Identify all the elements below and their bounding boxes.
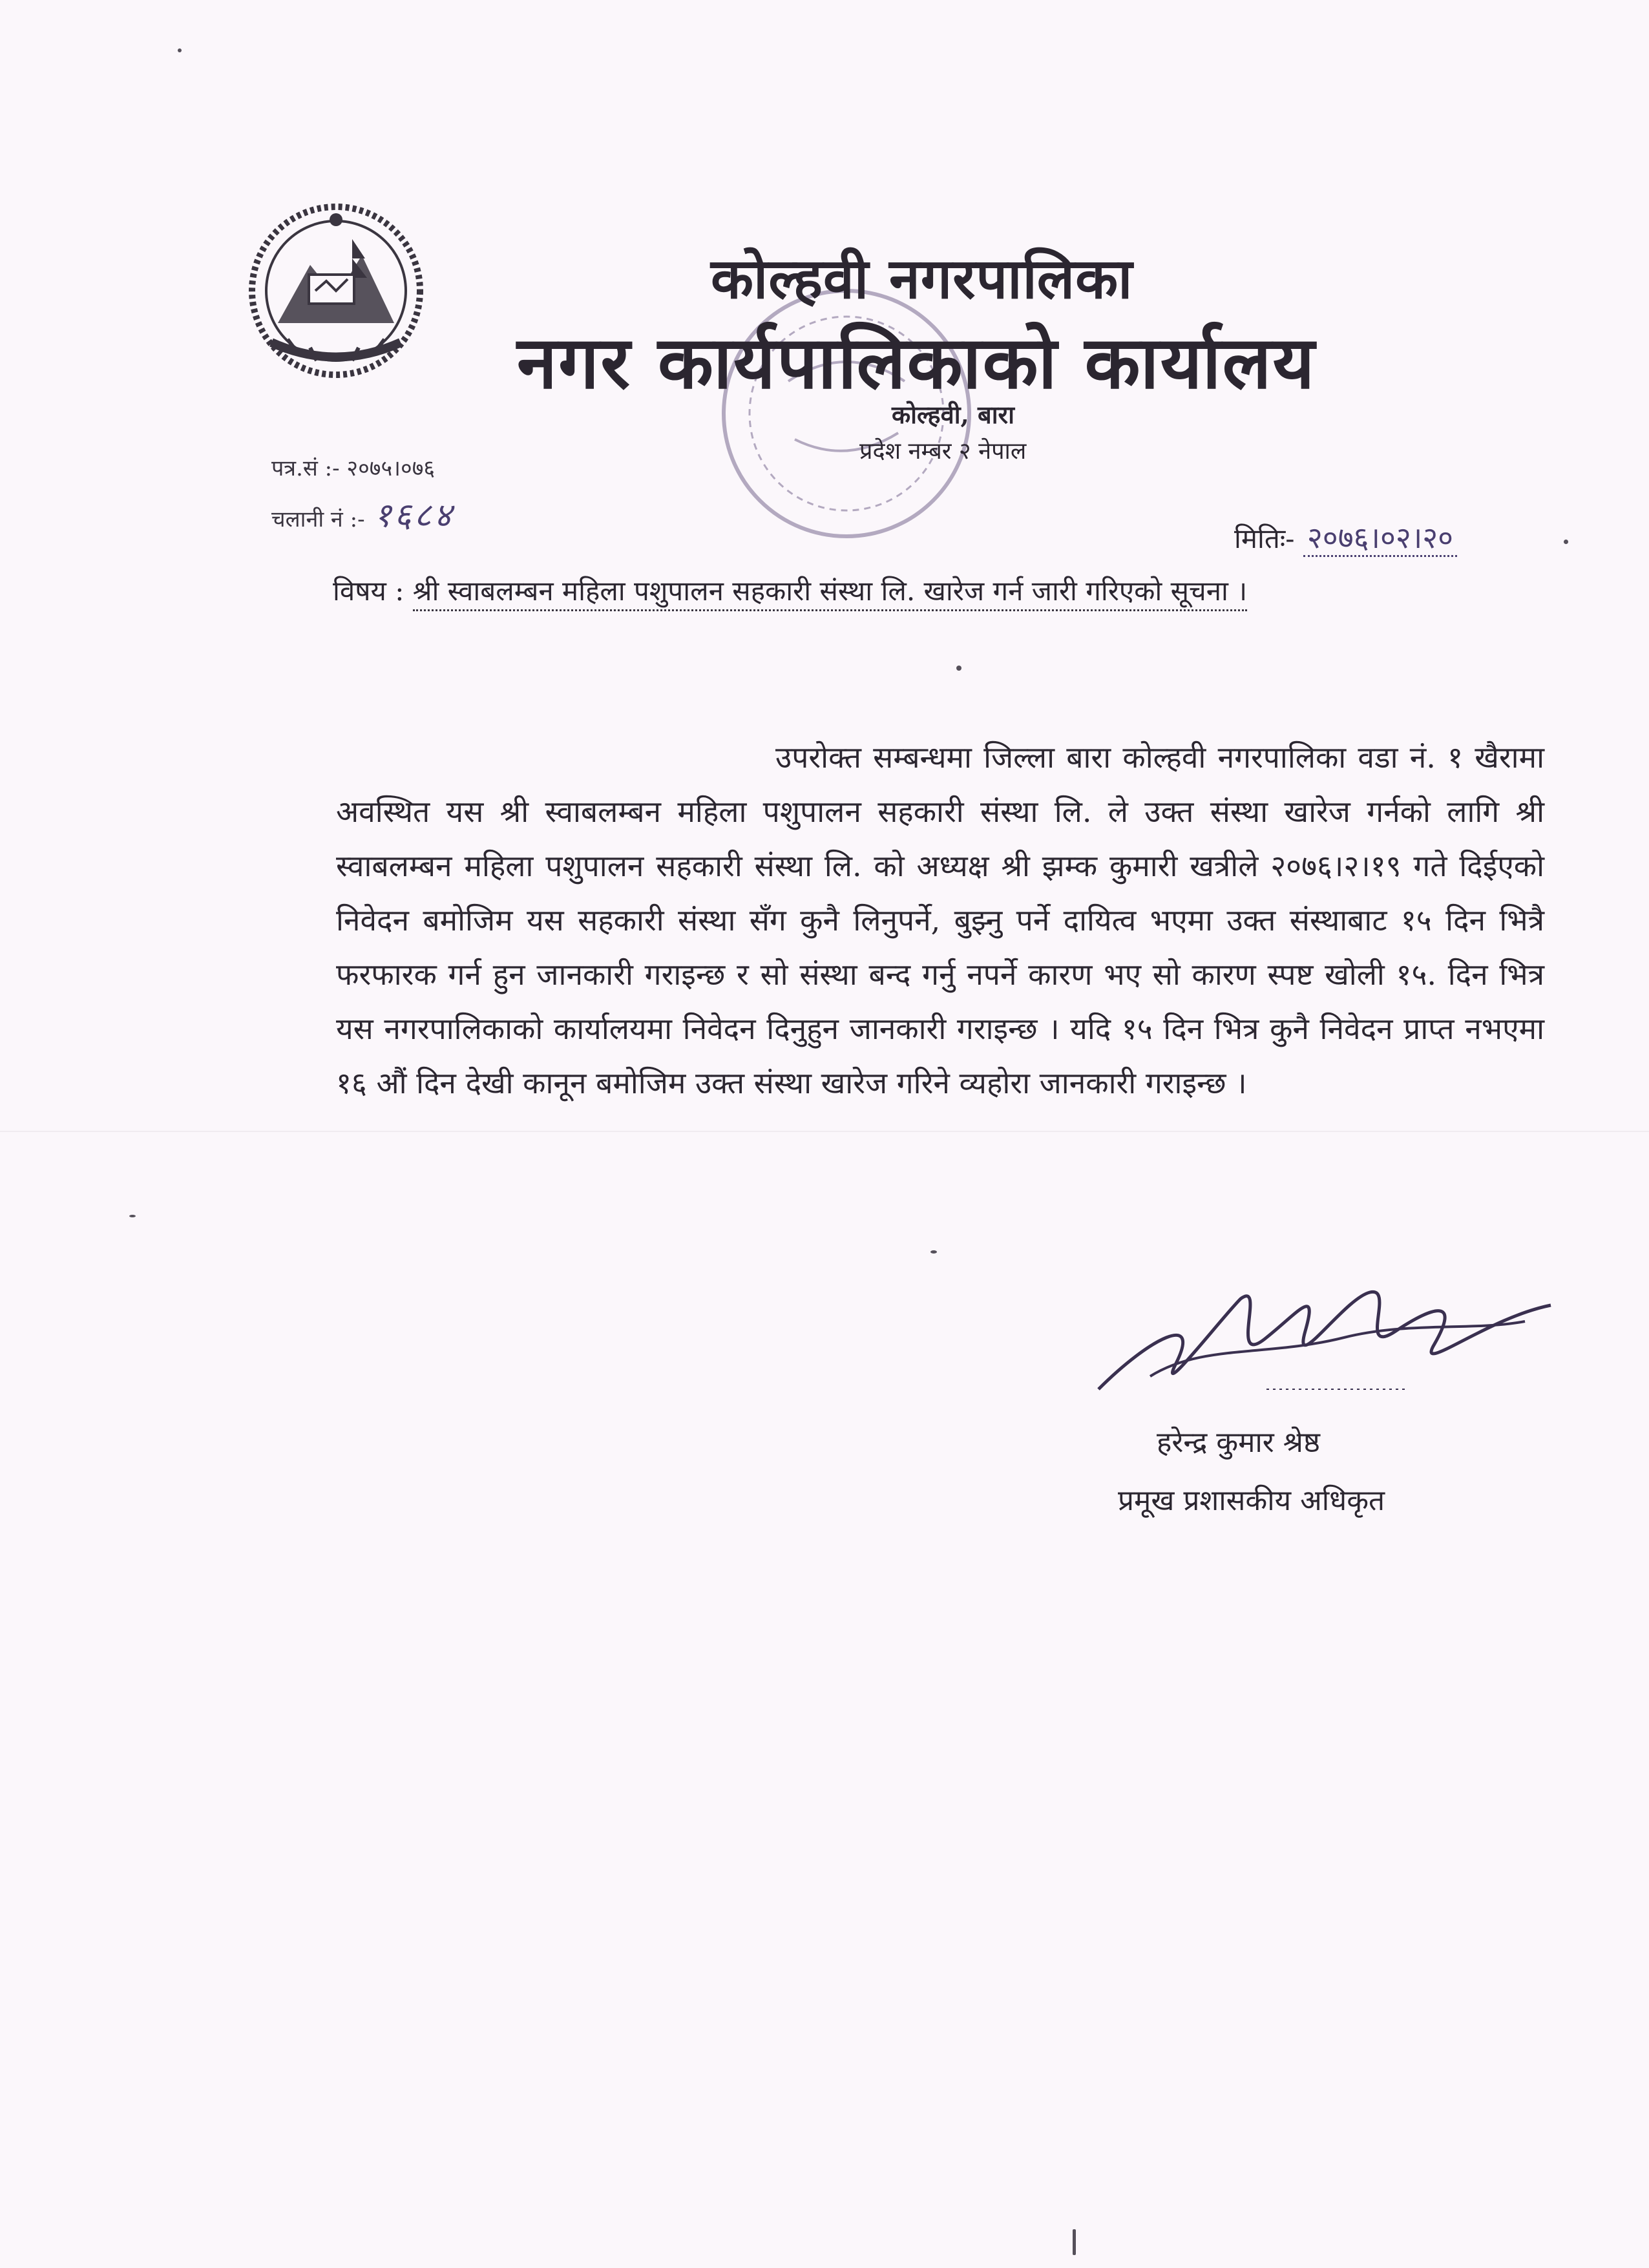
- scan-speck: [1073, 2229, 1076, 2255]
- letter-number-label: पत्र.सं :- २०७५।०७६: [271, 456, 436, 481]
- handwritten-signature: [1073, 1260, 1577, 1428]
- municipality-name: कोल्हवी नगरपालिका: [711, 246, 1133, 311]
- letter-date: [1234, 517, 1457, 557]
- letter-number: [271, 452, 435, 482]
- letter-body: उपरोक्त सम्बन्धमा जिल्ला बारा कोल्हवी नगरपालिका वडा नं. १ खैरामा अवस्थित यस श्री स्वाबलम्बन महिला पशुपालन सहकारी संस्था लि. ले उक्त संस्था खारेज गर्नको लागि श्री स्वाबलम्बन महिला पशुपालन सहकारी संस्था लि. को अध्यक्ष श्री झम्क कुमारी खत्रीले २०७६।२।१९ गते दिईएको निवेदन बमोजिम यस सहकारी संस्था सँग कुनै लिनुपर्ने, बुझ्नु पर्ने दायित्व भएमा उक्त संस्थाबाट १५ दिन भित्रै फरफारक गर्न हुन जानकारी गराइन्छ र सो संस्था बन्द गर्नु नपर्ने कारण भए सो कारण स्पष्ट खोली १५. दिन भित्र यस नगरपालिकाको कार्यालयमा निवेदन दिनुहुन जानकारी गराइन्छ । यदि १५ दिन भित्र कुनै निवेदन प्राप्त नभएमा १६ औं दिन देखी कानून बमोजिम उक्त संस्था खारेज गरिने व्यहोरा जानकारी गराइन्छ ।: [336, 740, 1544, 1100]
- subject-label: विषय :: [333, 575, 404, 607]
- subject-line: [333, 572, 1247, 609]
- date-label: मितिः-: [1234, 523, 1295, 554]
- government-emblem-icon: [233, 194, 439, 388]
- paper-fold: [0, 1131, 1649, 1132]
- dispatch-number-label: चलानी नं :-: [271, 507, 365, 532]
- subject-text: श्री स्वाबलम्बन महिला पशुपालन सहकारी संस्था लि. खारेज गर्न जारी गरिएको सूचना ।: [413, 575, 1247, 611]
- office-address-line1: कोल्हवी, बारा: [892, 400, 1014, 429]
- signatory-title: प्रमूख प्रशासकीय अधिकृत: [1118, 1484, 1385, 1517]
- date-value: २०७६।०२।२०: [1303, 520, 1457, 557]
- scan-speck: [178, 48, 182, 52]
- office-name-heading: नगर कार्यपालिकाको कार्यालय: [517, 320, 1316, 405]
- signatory-name: हरेन्द्र कुमार श्रेष्ठ: [1157, 1426, 1320, 1459]
- scan-speck: [129, 1215, 136, 1217]
- scan-speck: [1564, 540, 1568, 544]
- office-address-line2: प्रदेश नम्बर २ नेपाल: [859, 438, 1027, 465]
- dispatch-number-value: १६८४: [373, 496, 454, 535]
- scan-speck: [956, 666, 961, 671]
- scan-speck: [930, 1250, 937, 1254]
- dispatch-number: [271, 491, 454, 537]
